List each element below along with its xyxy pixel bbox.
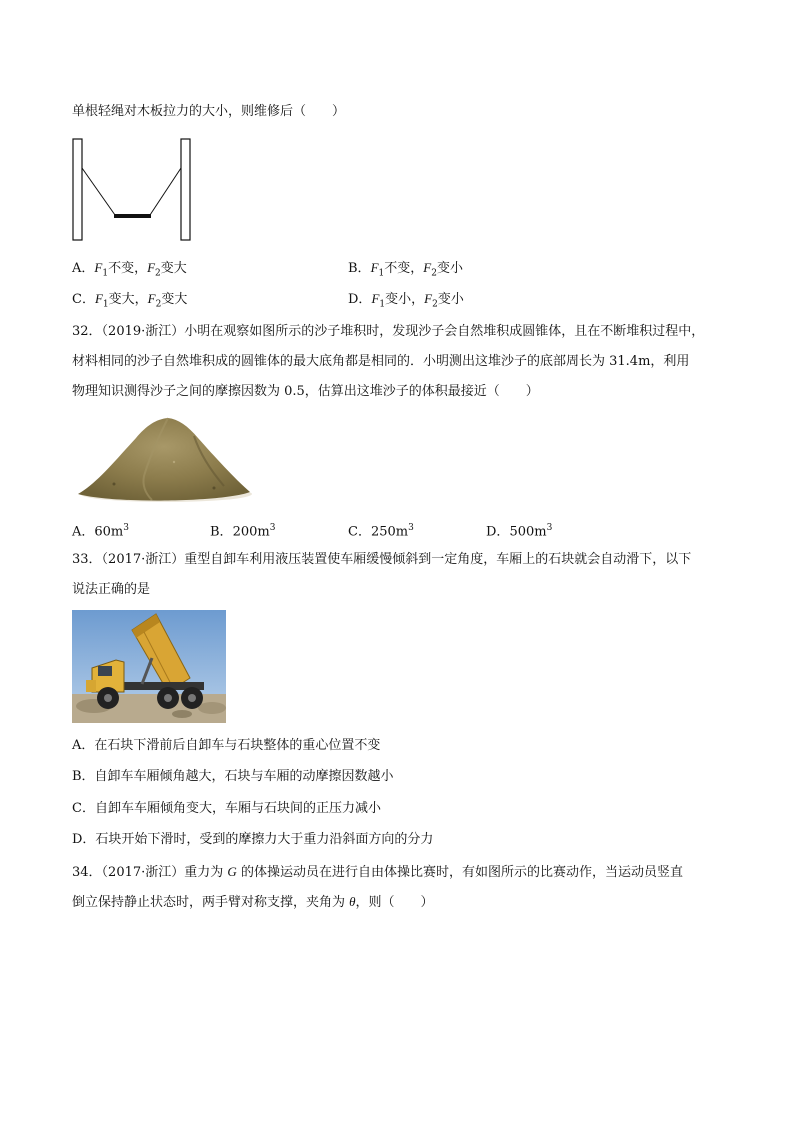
q32-line-2: 材料相同的沙子自然堆积成的圆锥体的最大底角都是相同的．小明测出这堆沙子的底部周长为 31.4m，利用 bbox=[72, 354, 690, 369]
q32-option-d[interactable]: D．$500m^3$ bbox=[486, 523, 553, 540]
right-post bbox=[181, 139, 190, 240]
board bbox=[114, 214, 151, 218]
q33-option-b[interactable]: B．自卸车车厢倾角越大，石块与车厢的动摩擦因数越小 bbox=[72, 769, 394, 784]
swing-diagram bbox=[70, 136, 196, 248]
q32-option-c[interactable]: C．$250m^3$ bbox=[348, 523, 414, 540]
q34-line-1: 34．（2017·浙江）重力为 G 的体操运动员在进行自由体操比赛时，有如图所示的比赛动作，当运动员竖直 bbox=[72, 864, 683, 880]
q31-stem: 单根轻绳对木板拉力的大小，则维修后（ ） bbox=[72, 104, 346, 119]
q31-option-c[interactable]: C．$F_1$变大，$F_2$变大 bbox=[72, 291, 188, 310]
q33-line-2: 说法正确的是 bbox=[72, 582, 151, 597]
q32-option-a[interactable]: A．$60m^3$ bbox=[72, 523, 129, 540]
q34-line-2: 倒立保持静止状态时，两手臂对称支撑，夹角为 θ，则（ ） bbox=[72, 894, 434, 910]
dump-truck-image bbox=[72, 610, 226, 727]
q32-line-1: 32．（2019·浙江）小明在观察如图所示的沙子堆积时，发现沙子会自然堆积成圆锥体，且在不断堆积过程中， bbox=[72, 324, 705, 339]
q31-option-d[interactable]: D．$F_1$变小，$F_2$变小 bbox=[348, 291, 464, 310]
q33-option-d[interactable]: D．石块开始下滑时，受到的摩擦力大于重力沿斜面方向的分力 bbox=[72, 832, 434, 847]
q31-option-b[interactable]: B．$F_1$不变，$F_2$变小 bbox=[348, 260, 463, 279]
left-rope bbox=[82, 168, 115, 215]
q33-option-a[interactable]: A．在石块下滑前后自卸车与石块整体的重心位置不变 bbox=[72, 738, 381, 753]
q32-line-3: 物理知识测得沙子之间的摩擦因数为 0.5，估算出这堆沙子的体积最接近（ ） bbox=[72, 384, 539, 399]
q31-option-a[interactable]: A．$F_1$不变，$F_2$变大 bbox=[72, 260, 187, 279]
right-rope bbox=[150, 168, 181, 215]
q32-option-b[interactable]: B．$200m^3$ bbox=[210, 523, 276, 540]
var-g: G bbox=[227, 864, 237, 879]
left-post bbox=[73, 139, 82, 240]
q33-option-c[interactable]: C．自卸车车厢倾角变大，车厢与石块间的正压力减小 bbox=[72, 801, 381, 816]
sand-pile-image bbox=[74, 414, 254, 510]
var-theta: θ bbox=[349, 894, 356, 909]
q33-line-1: 33．（2017·浙江）重型自卸车利用液压装置使车厢缓慢倾斜到一定角度，车厢上的石块就会自动滑下，以下 bbox=[72, 552, 692, 567]
